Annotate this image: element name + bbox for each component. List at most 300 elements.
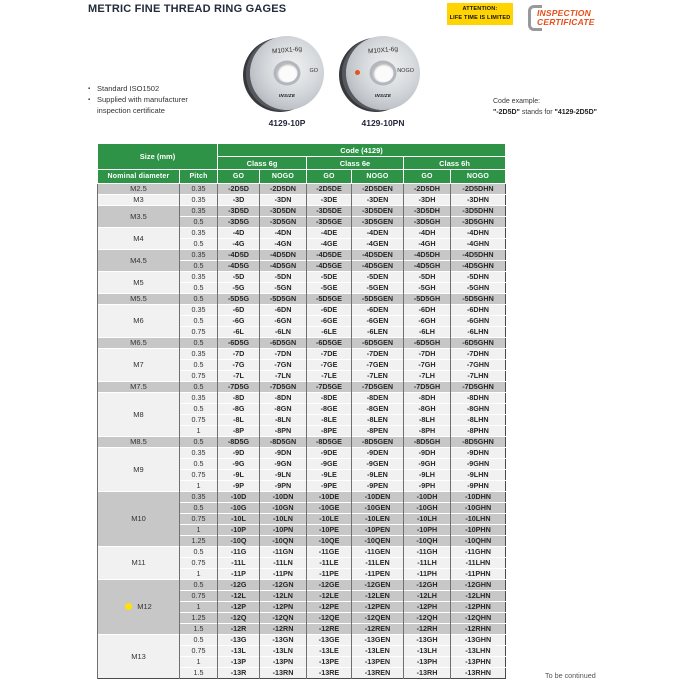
code-cell: -12PN — [260, 602, 307, 613]
code-cell: -6GN — [260, 316, 307, 327]
code-cell: -4D5DH — [404, 250, 451, 261]
code-cell: -11L — [218, 558, 260, 569]
diameter-label: M4.5 — [130, 255, 147, 265]
table-row — [98, 250, 506, 261]
code-cell: -11PEN — [352, 569, 404, 580]
code-cell: -9PHN — [451, 481, 506, 492]
code-cell: -7LN — [260, 371, 307, 382]
code-cell: -3DEN — [352, 195, 404, 206]
code-cell: -12R — [218, 624, 260, 635]
code-cell: -10G — [218, 503, 260, 514]
pitch-cell: 0.5 — [180, 547, 218, 558]
code-cell: -6DE — [307, 305, 352, 316]
code-cell: -13RN — [260, 668, 307, 679]
code-cell: -4D5GN — [260, 261, 307, 272]
code-cell: -8PN — [260, 426, 307, 437]
code-cell: -3DN — [260, 195, 307, 206]
pitch-cell: 0.75 — [180, 514, 218, 525]
code-cell: -9PH — [404, 481, 451, 492]
code-cell: -11G — [218, 547, 260, 558]
diameter-label: M7 — [133, 360, 144, 369]
code-cell: -3DE — [307, 195, 352, 206]
code-cell: -11LH — [404, 558, 451, 569]
code-cell: -12Q — [218, 613, 260, 624]
code-cell: -12QE — [307, 613, 352, 624]
pitch-cell: 0.5 — [180, 338, 218, 349]
attention-line1: ATTENTION: — [462, 6, 498, 13]
code-cell: -8GN — [260, 404, 307, 415]
code-cell: -6GHN — [451, 316, 506, 327]
code-cell: -9GE — [307, 459, 352, 470]
code-cell: -10QN — [260, 536, 307, 547]
code-cell: -7GE — [307, 360, 352, 371]
pitch-cell: 0.5 — [180, 404, 218, 415]
code-cell: -8DH — [404, 393, 451, 404]
code-cell: -6L — [218, 327, 260, 338]
code-cell: -9DH — [404, 448, 451, 459]
code-cell: -5GN — [260, 283, 307, 294]
diameter-label: M4 — [133, 233, 144, 243]
code-cell: -10GHN — [451, 503, 506, 514]
code-cell: -9PE — [307, 481, 352, 492]
code-cell: -3D5DH — [404, 206, 451, 217]
code-cell: -13LH — [404, 646, 451, 657]
code-cell: -3D5G — [218, 217, 260, 228]
code-cell: -4D5G — [218, 261, 260, 272]
code-cell: -12LH — [404, 591, 451, 602]
code-cell: -7LE — [307, 371, 352, 382]
ring-marking-label: M10X1-6g — [271, 45, 303, 56]
code-cell: -6DN — [260, 305, 307, 316]
code-cell: -6D5G — [218, 338, 260, 349]
attention-badge — [447, 3, 513, 25]
code-cell: -6D5GHN — [451, 338, 506, 349]
code-cell: -13GE — [307, 635, 352, 646]
diameter-cell — [98, 184, 180, 195]
diameter-cell — [98, 195, 180, 206]
code-cell: -9GH — [404, 459, 451, 470]
nogo-orange-dot — [355, 70, 360, 75]
pitch-cell: 0.35 — [180, 305, 218, 316]
table-row — [98, 635, 506, 646]
code-cell: -8DHN — [451, 393, 506, 404]
pitch-cell: 0.5 — [180, 283, 218, 294]
code-cell: -12GN — [260, 580, 307, 591]
table-row — [98, 184, 506, 195]
diameter-label: M11 — [131, 558, 146, 567]
code-cell: -2D5DEN — [352, 184, 404, 195]
certificate-line2: CERTIFICATE — [537, 17, 595, 27]
code-example-full: "4129-2D5D" — [554, 108, 597, 116]
code-cell: -2D5DN — [260, 184, 307, 195]
code-cell: -8DEN — [352, 393, 404, 404]
pitch-cell: 1 — [180, 525, 218, 536]
code-cell: -11PHN — [451, 569, 506, 580]
code-cell: -5GE — [307, 283, 352, 294]
code-cell: -3D — [218, 195, 260, 206]
table-row — [98, 195, 506, 206]
code-cell: -12G — [218, 580, 260, 591]
code-cell: -11PN — [260, 569, 307, 580]
code-cell: -9G — [218, 459, 260, 470]
pitch-cell: 0.35 — [180, 195, 218, 206]
code-cell: -9P — [218, 481, 260, 492]
diameter-label: M13 — [131, 651, 146, 661]
code-cell: -10PH — [404, 525, 451, 536]
code-cell: -9DN — [260, 448, 307, 459]
code-cell: -6D5GEN — [352, 338, 404, 349]
header-go: GO — [218, 170, 260, 184]
code-cell: -8D5GEN — [352, 437, 404, 448]
code-cell: -7GN — [260, 360, 307, 371]
code-cell: -13GH — [404, 635, 451, 646]
code-cell: -8LE — [307, 415, 352, 426]
code-cell: -8D5GHN — [451, 437, 506, 448]
code-cell: -7D5GHN — [451, 382, 506, 393]
code-cell: -8PH — [404, 426, 451, 437]
code-cell: -11LE — [307, 558, 352, 569]
code-cell: -7DHN — [451, 349, 506, 360]
nogo-marking-label: NOGO — [397, 68, 414, 74]
diameter-cell — [98, 580, 180, 635]
code-cell: -12P — [218, 602, 260, 613]
code-cell: -10LN — [260, 514, 307, 525]
code-cell: -13RE — [307, 668, 352, 679]
pitch-cell: 0.35 — [180, 393, 218, 404]
code-cell: -10L — [218, 514, 260, 525]
ring-marking-label: M10X1-6g — [367, 45, 399, 56]
code-cell: -10GN — [260, 503, 307, 514]
code-cell: -9DHN — [451, 448, 506, 459]
diameter-cell — [98, 349, 180, 382]
code-cell: -13PN — [260, 657, 307, 668]
code-cell: -11PH — [404, 569, 451, 580]
code-cell: -7GHN — [451, 360, 506, 371]
pitch-cell: 1.25 — [180, 613, 218, 624]
code-cell: -13LHN — [451, 646, 506, 657]
code-cell: -6LN — [260, 327, 307, 338]
table-row — [98, 393, 506, 404]
code-cell: -6G — [218, 316, 260, 327]
code-cell: -10DH — [404, 492, 451, 503]
code-cell: -7DE — [307, 349, 352, 360]
diameter-label: M8 — [133, 409, 144, 419]
pitch-cell: 1 — [180, 569, 218, 580]
table-row — [98, 547, 506, 558]
code-cell: -3D5GHN — [451, 217, 506, 228]
code-cell: -9DEN — [352, 448, 404, 459]
diameter-label: M7.5 — [130, 382, 147, 391]
code-example-short: "-2D5D" — [493, 108, 520, 116]
code-cell: -7L — [218, 371, 260, 382]
code-cell: -5D5GEN — [352, 294, 404, 305]
code-cell: -10PEN — [352, 525, 404, 536]
code-cell: -11LN — [260, 558, 307, 569]
ring-hole — [274, 61, 301, 86]
inspection-certificate-logo — [528, 5, 595, 31]
pitch-cell: 1.5 — [180, 624, 218, 635]
code-cell: -4DH — [404, 228, 451, 239]
code-cell: -12REN — [352, 624, 404, 635]
code-cell: -12GH — [404, 580, 451, 591]
code-cell: -5DH — [404, 272, 451, 283]
code-cell: -6GH — [404, 316, 451, 327]
code-example-middle: stands for — [519, 108, 555, 116]
code-cell: -10QH — [404, 536, 451, 547]
pitch-cell: 1.5 — [180, 668, 218, 679]
table-row — [98, 448, 506, 459]
code-cell: -9GHN — [451, 459, 506, 470]
table-row — [98, 206, 506, 217]
code-cell: -12LEN — [352, 591, 404, 602]
table-row — [98, 382, 506, 393]
table-row — [98, 272, 506, 283]
code-cell: -10Q — [218, 536, 260, 547]
code-cell: -13PE — [307, 657, 352, 668]
pitch-cell: 0.5 — [180, 382, 218, 393]
page-title: METRIC FINE THREAD RING GAGES — [88, 3, 287, 15]
code-cell: -4G — [218, 239, 260, 250]
ring-hole — [370, 61, 397, 86]
code-cell: -5D5G — [218, 294, 260, 305]
code-cell: -7D5GEN — [352, 382, 404, 393]
code-cell: -8G — [218, 404, 260, 415]
code-cell: -10GE — [307, 503, 352, 514]
code-cell: -8LEN — [352, 415, 404, 426]
feature-list — [88, 84, 218, 117]
code-cell: -13PHN — [451, 657, 506, 668]
code-cell: -9LEN — [352, 470, 404, 481]
code-cell: -8GEN — [352, 404, 404, 415]
pitch-cell: 1.25 — [180, 536, 218, 547]
code-cell: -10DHN — [451, 492, 506, 503]
diameter-cell — [98, 228, 180, 250]
pitch-cell: 0.5 — [180, 261, 218, 272]
go-marking-label: GO — [309, 68, 318, 74]
diameter-cell — [98, 437, 180, 448]
header-code-group: Code (4129) — [218, 144, 506, 157]
pitch-cell: 0.5 — [180, 217, 218, 228]
code-cell: -4GH — [404, 239, 451, 250]
diameter-label: M5.5 — [130, 294, 147, 303]
code-cell: -5D — [218, 272, 260, 283]
code-cell: -5DE — [307, 272, 352, 283]
diameter-label: M3.5 — [130, 211, 147, 221]
code-cell: -12QH — [404, 613, 451, 624]
code-cell: -9D — [218, 448, 260, 459]
code-cell: -2D5D — [218, 184, 260, 195]
code-example-label: Code example: — [493, 98, 541, 105]
code-cell: -6D5GN — [260, 338, 307, 349]
code-cell: -9L — [218, 470, 260, 481]
pitch-cell: 0.75 — [180, 470, 218, 481]
code-cell: -3DHN — [451, 195, 506, 206]
code-cell: -10QE — [307, 536, 352, 547]
diameter-label: M10 — [131, 514, 146, 523]
certificate-line1: INSPECTION — [537, 7, 591, 18]
pitch-cell: 0.35 — [180, 448, 218, 459]
code-cell: -11PE — [307, 569, 352, 580]
code-cell: -10D — [218, 492, 260, 503]
code-cell: -5D5GE — [307, 294, 352, 305]
code-cell: -3D5DN — [260, 206, 307, 217]
header-nogo: NOGO — [451, 170, 506, 184]
code-cell: -12RHN — [451, 624, 506, 635]
code-cell: -5D5GN — [260, 294, 307, 305]
table-row — [98, 294, 506, 305]
code-cell: -12QN — [260, 613, 307, 624]
code-cell: -6GE — [307, 316, 352, 327]
code-cell: -5DN — [260, 272, 307, 283]
code-cell: -8D — [218, 393, 260, 404]
code-cell: -7D — [218, 349, 260, 360]
header-class-0: Class 6g — [218, 157, 307, 170]
code-cell: -4GEN — [352, 239, 404, 250]
code-cell: -4D5DN — [260, 250, 307, 261]
code-cell: -6D5GE — [307, 338, 352, 349]
table-row — [98, 228, 506, 239]
code-cell: -10PHN — [451, 525, 506, 536]
code-cell: -8DE — [307, 393, 352, 404]
code-cell: -13GN — [260, 635, 307, 646]
code-cell: -7GEN — [352, 360, 404, 371]
code-cell: -7D5G — [218, 382, 260, 393]
code-cell: -7LH — [404, 371, 451, 382]
code-cell: -13G — [218, 635, 260, 646]
diameter-label: M2.5 — [130, 184, 147, 193]
code-cell: -6DHN — [451, 305, 506, 316]
code-cell: -13PEN — [352, 657, 404, 668]
code-cell: -3D5D — [218, 206, 260, 217]
to-be-continued-note: To be continued — [545, 671, 596, 680]
pitch-cell: 0.5 — [180, 294, 218, 305]
code-cell: -8L — [218, 415, 260, 426]
code-cell: -3D5DE — [307, 206, 352, 217]
code-cell: -10GEN — [352, 503, 404, 514]
pitch-cell: 0.35 — [180, 184, 218, 195]
diameter-cell — [98, 272, 180, 294]
pitch-cell: 0.75 — [180, 646, 218, 657]
code-cell: -10LH — [404, 514, 451, 525]
code-cell: -12GHN — [451, 580, 506, 591]
code-cell: -5G — [218, 283, 260, 294]
code-cell: -10P — [218, 525, 260, 536]
code-cell: -13LEN — [352, 646, 404, 657]
code-cell: -10PE — [307, 525, 352, 536]
code-cell: -8GE — [307, 404, 352, 415]
code-cell: -13GEN — [352, 635, 404, 646]
code-cell: -4D — [218, 228, 260, 239]
code-cell: -12PHN — [451, 602, 506, 613]
header-go: GO — [404, 170, 451, 184]
diameter-label: M12 — [137, 602, 152, 611]
code-cell: -6LH — [404, 327, 451, 338]
code-cell: -8D5GH — [404, 437, 451, 448]
code-cell: -10QEN — [352, 536, 404, 547]
code-cell: -9PN — [260, 481, 307, 492]
code-cell: -6GEN — [352, 316, 404, 327]
pitch-cell: 0.35 — [180, 492, 218, 503]
gage-order-code-go: 4129-10P — [268, 118, 306, 128]
code-cell: -11GEN — [352, 547, 404, 558]
code-cell: -5DEN — [352, 272, 404, 283]
pitch-cell: 0.5 — [180, 503, 218, 514]
code-cell: -13L — [218, 646, 260, 657]
attention-line2: LIFE TIME IS LIMITED — [449, 15, 511, 21]
code-cell: -6LHN — [451, 327, 506, 338]
code-cell: -5GEN — [352, 283, 404, 294]
pitch-cell: 0.5 — [180, 437, 218, 448]
code-example — [493, 97, 597, 119]
code-cell: -12GEN — [352, 580, 404, 591]
code-cell: -4D5GH — [404, 261, 451, 272]
feature-text: Supplied with manufacturer inspection certificate — [97, 95, 188, 115]
header-nogo: NOGO — [260, 170, 307, 184]
pitch-cell: 1 — [180, 481, 218, 492]
code-cell: -13R — [218, 668, 260, 679]
code-cell: -3D5DEN — [352, 206, 404, 217]
code-cell: -13P — [218, 657, 260, 668]
code-cell: -10DN — [260, 492, 307, 503]
table-row — [98, 349, 506, 360]
code-cell: -7D5GN — [260, 382, 307, 393]
pitch-cell: 0.5 — [180, 459, 218, 470]
pitch-cell: 0.75 — [180, 327, 218, 338]
pitch-cell: 0.5 — [180, 580, 218, 591]
pitch-cell: 0.75 — [180, 371, 218, 382]
code-cell: -12LE — [307, 591, 352, 602]
ring-gage-go-figure — [247, 36, 327, 128]
code-cell: -8LN — [260, 415, 307, 426]
code-cell: -6LE — [307, 327, 352, 338]
square-bullet-icon: ▪ — [88, 97, 91, 103]
ring-gage-go-image — [250, 36, 324, 110]
code-cell: -13REN — [352, 668, 404, 679]
code-cell: -5D5GHN — [451, 294, 506, 305]
code-cell: -4GHN — [451, 239, 506, 250]
pitch-cell: 0.5 — [180, 239, 218, 250]
code-cell: -6DEN — [352, 305, 404, 316]
diameter-cell — [98, 305, 180, 338]
code-cell: -5DHN — [451, 272, 506, 283]
feature-item — [88, 95, 218, 117]
code-cell: -13PH — [404, 657, 451, 668]
code-cell: -7G — [218, 360, 260, 371]
code-cell: -3D5GE — [307, 217, 352, 228]
code-cell: -8GH — [404, 404, 451, 415]
code-cell: -13LN — [260, 646, 307, 657]
code-cell: -9LN — [260, 470, 307, 481]
code-cell: -9PEN — [352, 481, 404, 492]
code-cell: -4GN — [260, 239, 307, 250]
code-cell: -7D5GE — [307, 382, 352, 393]
ring-gage-nogo-image — [346, 36, 420, 110]
code-cell: -3D5GN — [260, 217, 307, 228]
header-size-mm: Size (mm) — [98, 144, 218, 170]
pitch-cell: 1 — [180, 602, 218, 613]
feature-text: Standard ISO1502 — [97, 84, 160, 93]
diameter-cell — [98, 492, 180, 547]
diameter-label: M6.5 — [130, 338, 147, 347]
code-cell: -7DH — [404, 349, 451, 360]
code-cell: -7LEN — [352, 371, 404, 382]
code-cell: -12RE — [307, 624, 352, 635]
code-cell: -9GEN — [352, 459, 404, 470]
gage-order-code-nogo: 4129-10PN — [361, 118, 405, 128]
diameter-cell — [98, 635, 180, 679]
table-row — [98, 338, 506, 349]
code-cell: -13LE — [307, 646, 352, 657]
